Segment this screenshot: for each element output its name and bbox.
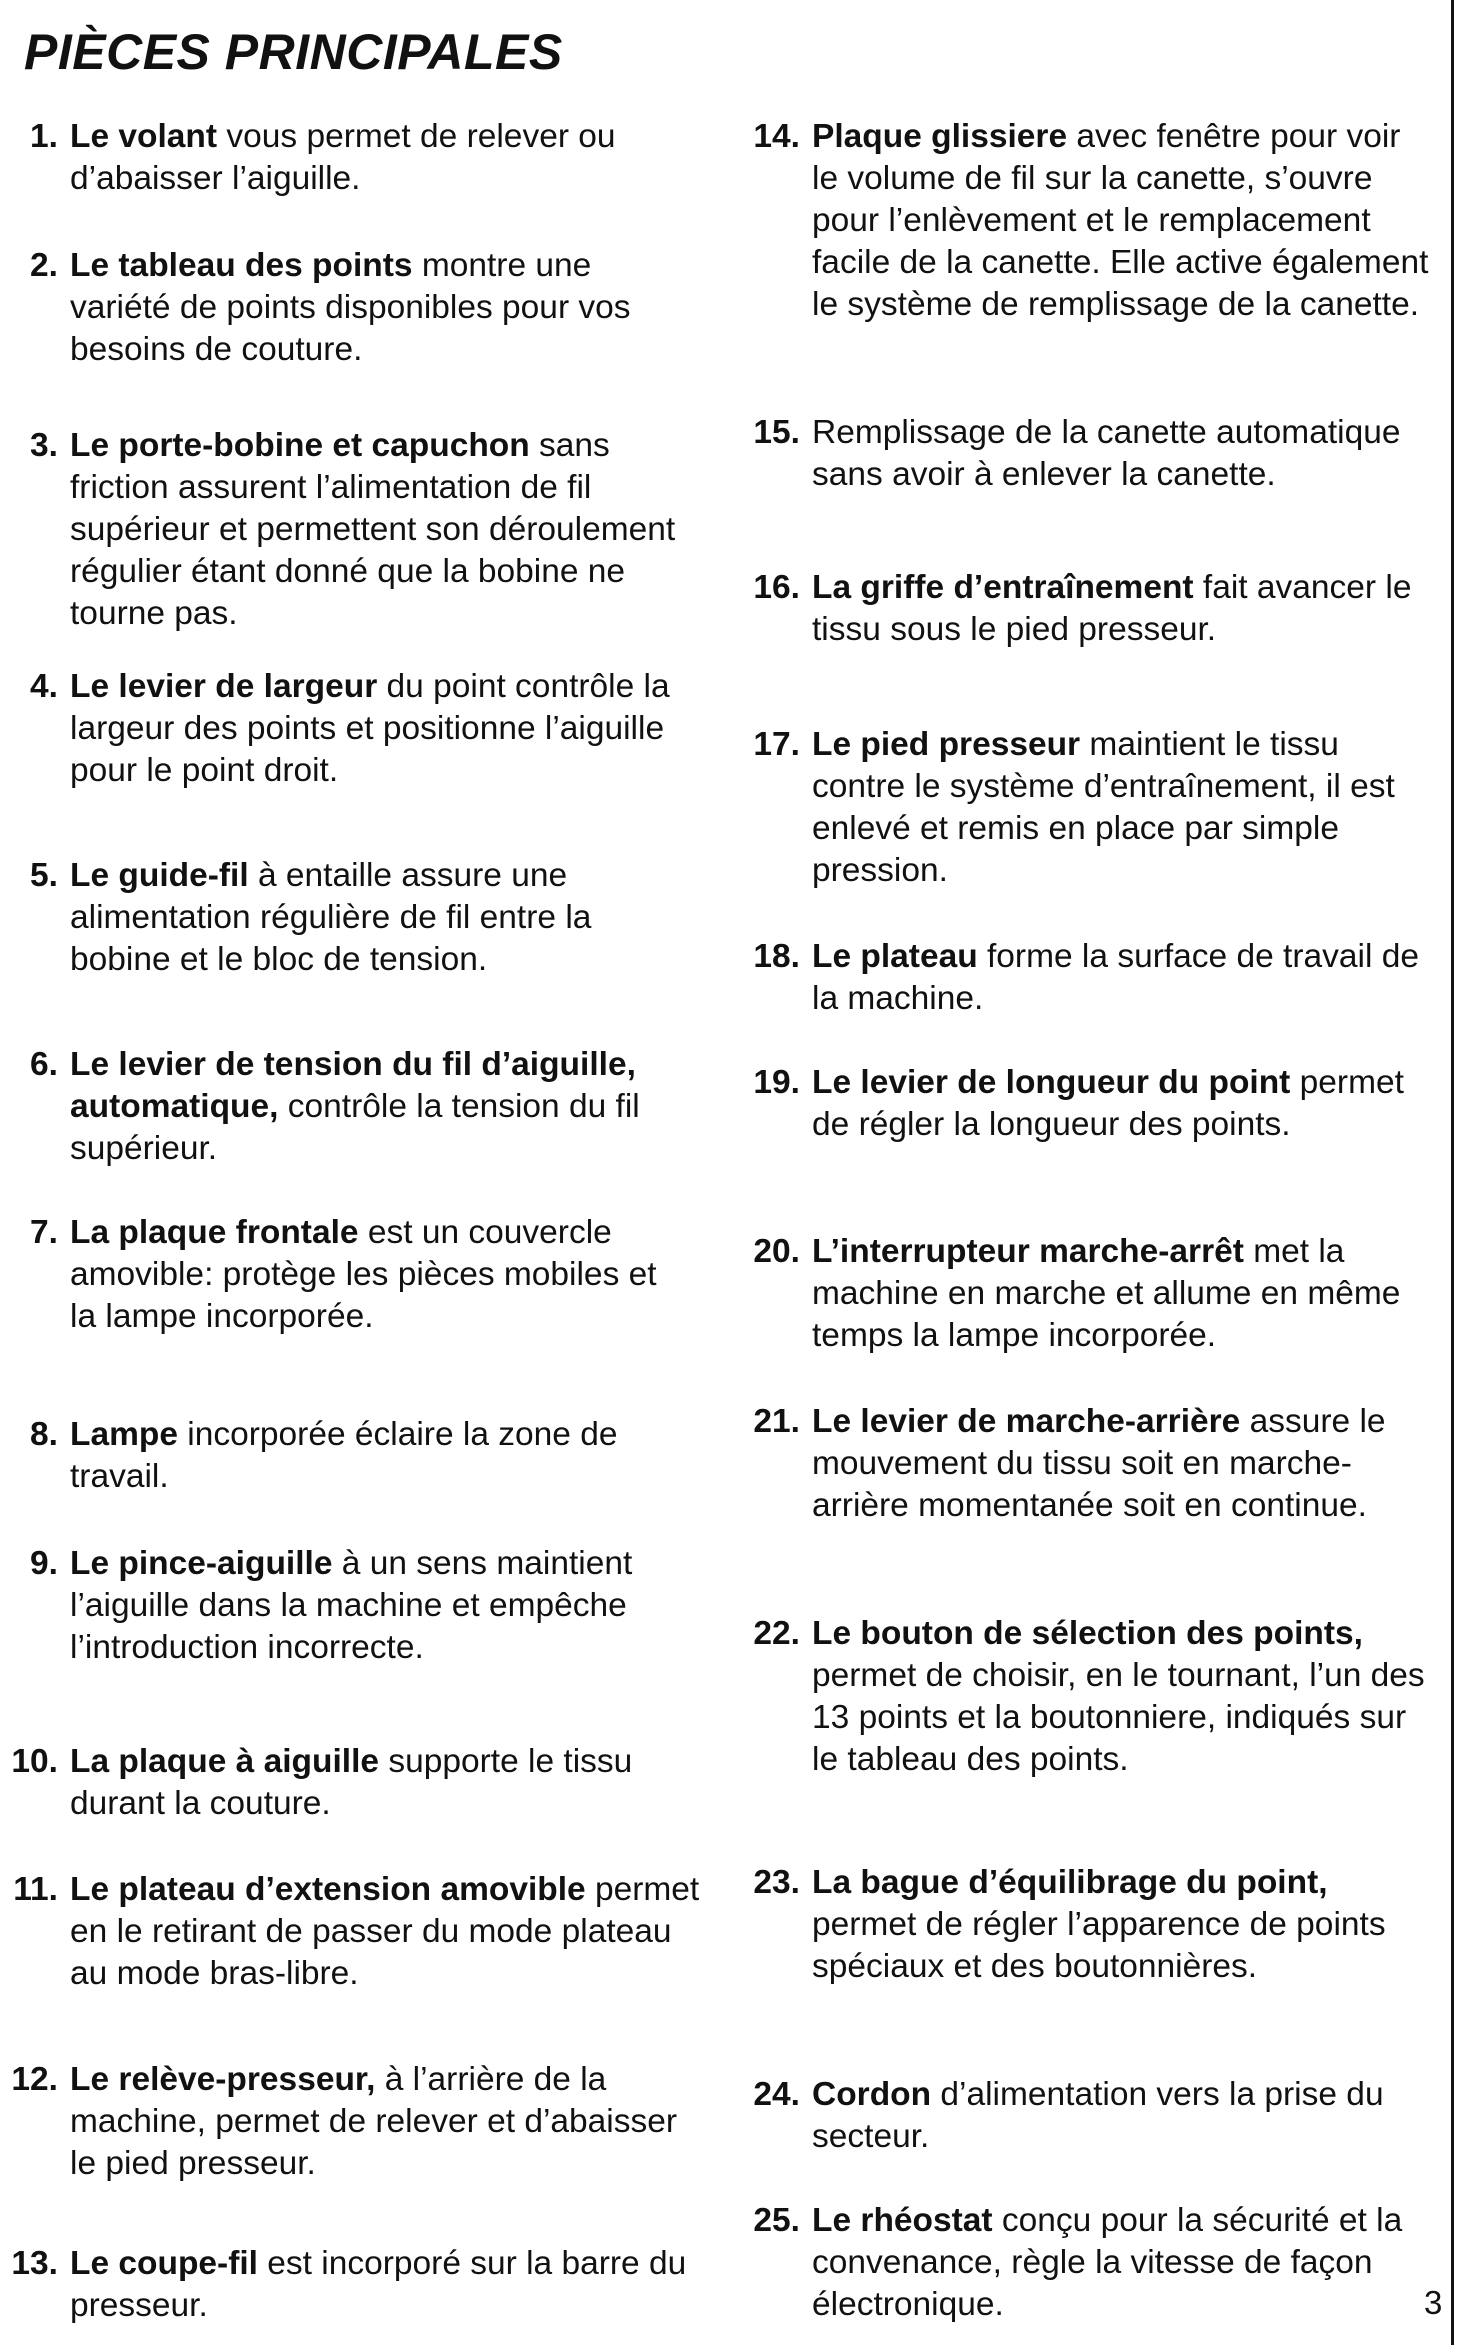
item-number: 14. (753, 118, 800, 155)
list-item (0, 116, 690, 200)
item-description: permet en le retirant de passer du mode plateau au mode bras-libre. (70, 1871, 700, 1992)
list-item (742, 1062, 1432, 1146)
list-item (742, 116, 1432, 326)
item-number: 20. (753, 1233, 800, 1270)
item-term: Le coupe-fil (70, 2245, 258, 2282)
page-number: 3 (1424, 2284, 1443, 2321)
item-term: Le relève-presseur, (70, 2061, 376, 2098)
item-description: maintient le tissu contre le système d’entraînement, il est enlevé et remis en place par simple pression. (812, 726, 1395, 889)
item-number: 23. (753, 1864, 800, 1901)
item-number: 3. (30, 427, 58, 464)
item-term: Le rhéostat (812, 2202, 993, 2239)
item-term: Le porte-bobine et capuchon (70, 427, 530, 464)
item-number: 5. (30, 857, 58, 894)
list-item (742, 724, 1432, 892)
list-item (742, 936, 1432, 1020)
item-description: permet de régler la longueur des points. (812, 1064, 1404, 1143)
item-number: 6. (30, 1046, 58, 1083)
item-number: 18. (753, 938, 800, 975)
list-item (0, 1869, 700, 1995)
list-item (742, 1231, 1432, 1357)
item-description: avec fenêtre pour voir le volume de fil sur la canette, s’ouvre pour l’enlèvement et le remplacement facile de la canette. Elle active également le système de remplissage de la canette. (812, 118, 1429, 323)
item-description: vous permet de relever ou d’abaisser l’aiguille. (70, 118, 616, 197)
item-description: montre une variété de points disponibles pour vos besoins de couture. (70, 247, 631, 368)
item-number: 8. (30, 1416, 58, 1453)
list-item (0, 1741, 690, 1825)
list-item (0, 855, 690, 981)
list-item (0, 1044, 690, 1170)
item-description: est un couvercle amovible: protège les pièces mobiles et la lampe incorporée. (70, 1214, 657, 1335)
item-description: assure le mouvement du tissu soit en marche-arrière momentanée soit en continue. (812, 1403, 1386, 1524)
item-term: Le tableau des points (70, 247, 413, 284)
item-number: 2. (30, 247, 58, 284)
item-description: permet de régler l’apparence de points spéciaux et des boutonnières. (812, 1906, 1386, 1985)
item-description: à l’arrière de la machine, permet de relever et d’abaisser le pied presseur. (70, 2061, 678, 2182)
item-number: 19. (753, 1064, 800, 1101)
item-term: Le plateau (812, 938, 978, 975)
item-number: 22. (753, 1615, 800, 1652)
item-description: d’alimentation vers la prise du secteur. (812, 2076, 1384, 2155)
list-item (0, 1543, 690, 1669)
item-number: 25. (753, 2202, 800, 2239)
item-number: 9. (30, 1545, 58, 1582)
item-description: à entaille assure une alimentation régulière de fil entre la bobine et le bloc de tension. (70, 857, 592, 978)
item-description: sans friction assurent l’alimentation de fil supérieur et permettent son déroulement régulier étant donné que la bobine ne tourne pas. (70, 427, 676, 632)
item-number: 17. (753, 726, 800, 763)
item-term: Le pince-aiguille (70, 1545, 333, 1582)
item-number: 1. (30, 118, 58, 155)
item-term: La griffe d’entraînement (812, 569, 1194, 606)
item-term: Plaque glissiere (812, 118, 1068, 155)
list-item (0, 1414, 690, 1498)
item-number: 15. (753, 414, 800, 451)
list-item (0, 1212, 690, 1338)
item-description: incorporée éclaire la zone de travail. (70, 1416, 618, 1495)
item-description: contrôle la tension du fil supérieur. (70, 1088, 640, 1167)
item-number: 16. (753, 569, 800, 606)
page-title: PIÈCES PRINCIPALES (24, 24, 563, 80)
item-term: L’interrupteur marche-arrêt (812, 1233, 1244, 1270)
item-term: Le bouton de sélection des points, (812, 1615, 1363, 1652)
item-description: est incorporé sur la barre du presseur. (70, 2245, 687, 2324)
item-term: Le volant (70, 118, 218, 155)
list-item (0, 2243, 690, 2327)
item-description: met la machine en marche et allume en même temps la lampe incorporée. (812, 1233, 1401, 1354)
list-item (742, 2074, 1432, 2158)
item-term: Le guide-fil (70, 857, 249, 894)
list-item (742, 1401, 1432, 1527)
item-term: La plaque à aiguille (70, 1743, 380, 1780)
item-number: 10. (11, 1743, 58, 1780)
item-term: La plaque frontale (70, 1214, 359, 1251)
item-description: à un sens maintient l’aiguille dans la machine et empêche l’introduction incorrecte. (70, 1545, 633, 1666)
item-number: 11. (13, 1871, 58, 1908)
list-item (0, 666, 690, 792)
list-item (742, 1613, 1432, 1781)
item-description: Remplissage de la canette automatique sans avoir à enlever la canette. (812, 414, 1401, 493)
list-item (0, 2059, 700, 2185)
item-term: Le levier de tension du fil d’aiguille, automatique, (70, 1046, 636, 1125)
margin-rule (1451, 0, 1454, 2345)
item-term: Cordon (812, 2076, 932, 2113)
item-number: 7. (30, 1214, 58, 1251)
item-term: Le levier de marche-arrière (812, 1403, 1241, 1440)
item-number: 12. (11, 2061, 58, 2098)
item-description: du point contrôle la largeur des points et positionne l’aiguille pour le point droit. (70, 668, 670, 789)
list-item (742, 567, 1432, 651)
list-item (742, 2200, 1432, 2326)
item-number: 24. (753, 2076, 800, 2113)
item-term: Le levier de largeur (70, 668, 378, 705)
item-term: Le plateau d’extension amovible (70, 1871, 586, 1908)
item-description: permet de choisir, en le tournant, l’un des 13 points et la boutonniere, indiqués sur le tableau des points. (812, 1657, 1425, 1778)
item-term: Le levier de longueur du point (812, 1064, 1291, 1101)
item-term: Lampe (70, 1416, 178, 1453)
item-number: 21. (753, 1403, 800, 1440)
item-number: 4. (30, 668, 58, 705)
item-term: Le pied presseur (812, 726, 1081, 763)
list-item (0, 245, 690, 371)
item-term: La bague d’équilibrage du point, (812, 1864, 1328, 1901)
list-item (742, 412, 1432, 496)
item-number: 13. (11, 2245, 58, 2282)
list-item (742, 1862, 1432, 1988)
list-item (0, 425, 690, 635)
item-description: supporte le tissu durant la couture. (70, 1743, 633, 1822)
item-description: conçu pour la sécurité et la convenance, règle la vitesse de façon électronique. (812, 2202, 1403, 2323)
item-description: fait avancer le tissu sous le pied presseur. (812, 569, 1412, 648)
item-description: forme la surface de travail de la machine. (812, 938, 1419, 1017)
